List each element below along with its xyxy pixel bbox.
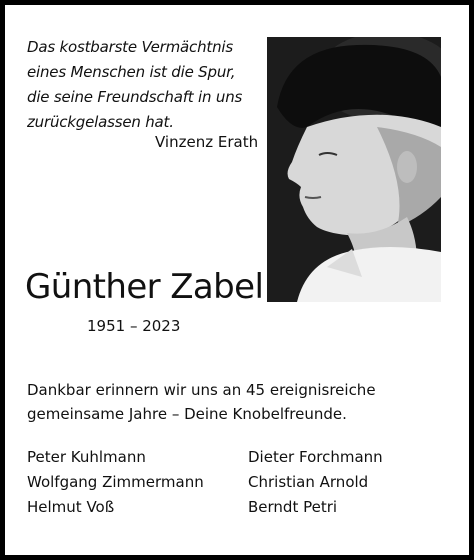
signers-left-column bbox=[27, 445, 204, 520]
signer-name: Wolfgang Zimmermann bbox=[27, 473, 204, 491]
quote-line: Das kostbarste Vermächtnis bbox=[27, 38, 233, 56]
signer-name: Peter Kuhlmann bbox=[27, 448, 146, 466]
quote-author: Vinzenz Erath bbox=[155, 133, 259, 151]
signer-name: Helmut Voß bbox=[27, 498, 115, 516]
signer-name: Christian Arnold bbox=[248, 473, 369, 491]
thanks-message bbox=[27, 378, 447, 426]
quote-line: zurückgelassen hat. bbox=[27, 113, 174, 131]
deceased-name: Günther Zabel bbox=[25, 267, 264, 307]
life-years: 1951 – 2023 bbox=[87, 317, 181, 335]
signer-name: Dieter Forchmann bbox=[248, 448, 383, 466]
obituary-card bbox=[5, 5, 469, 555]
portrait-photo bbox=[267, 37, 441, 302]
quote-line: eines Menschen ist die Spur, bbox=[27, 63, 236, 81]
message-line: gemeinsame Jahre – Deine Knobelfreunde. bbox=[27, 405, 347, 423]
memorial-quote bbox=[27, 35, 262, 135]
message-line: Dankbar erinnern wir uns an 45 ereignisreiche bbox=[27, 381, 376, 399]
portrait-silhouette bbox=[267, 37, 441, 302]
signer-name: Berndt Petri bbox=[248, 498, 338, 516]
signers-right-column bbox=[248, 445, 383, 520]
quote-line: die seine Freundschaft in uns bbox=[27, 88, 243, 106]
